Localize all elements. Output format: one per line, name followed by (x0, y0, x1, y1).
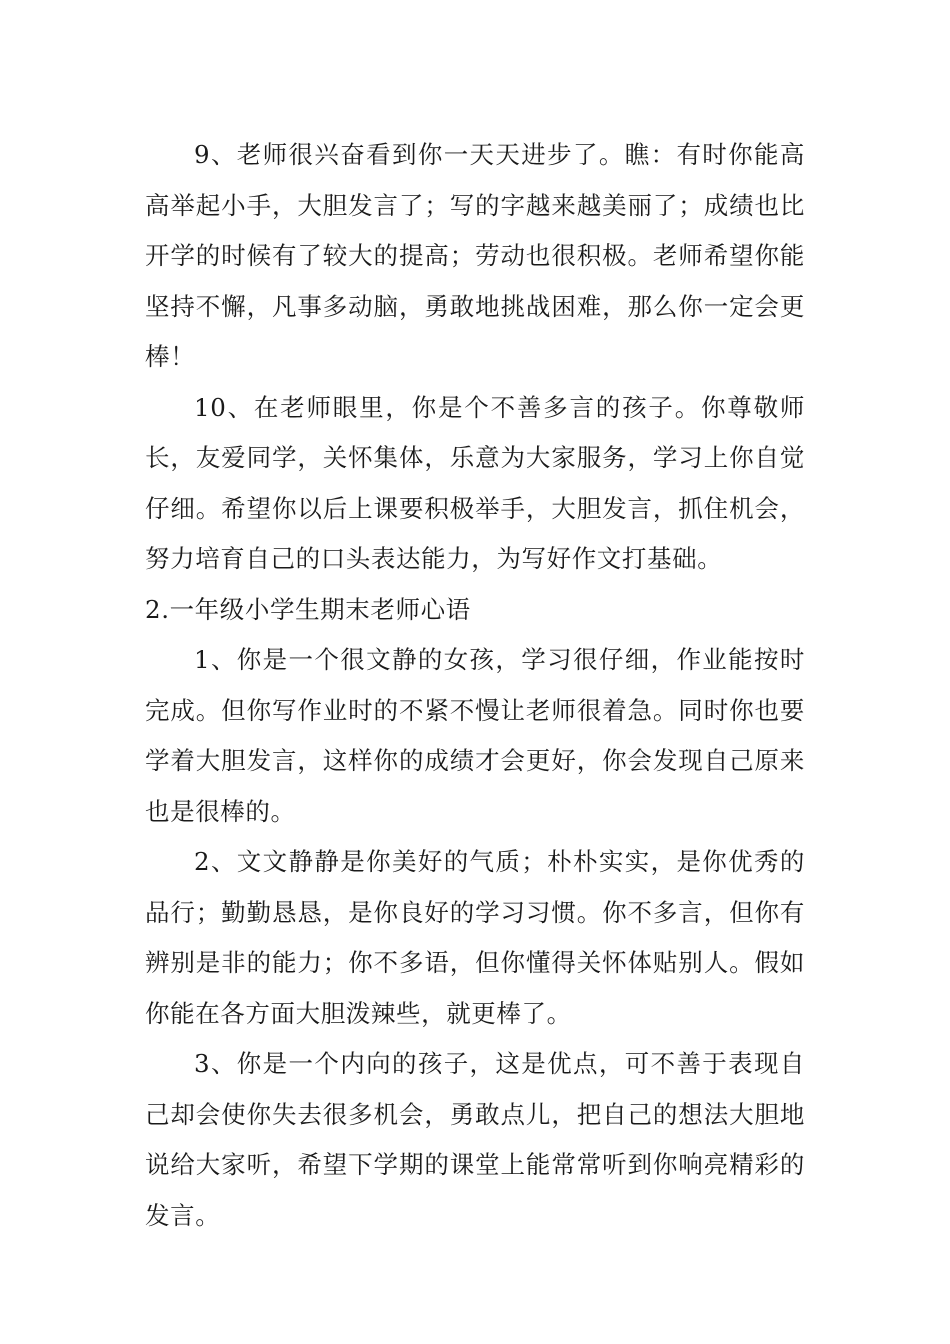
comment-paragraph-10: 10、在老师眼里，你是个不善多言的孩子。你尊敬师长，友爱同学，关怀集体，乐意为大家服务，学习上你自觉仔细。希望你以后上课要积极举手，大胆发言，抓住机会，努力培育自己的口头表达能力，为写好作文打基础。 (145, 392, 805, 573)
document-body (145, 130, 805, 1241)
comment-paragraph-1: 1、你是一个很文静的女孩，学习很仔细，作业能按时完成。但你写作业时的不紧不慢让老师很着急。同时你也要学着大胆发言，这样你的成绩才会更好，你会发现自己原来也是很棒的。 (145, 645, 805, 826)
section-heading: 2.一年级小学生期末老师心语 (145, 594, 471, 624)
comment-paragraph-3: 3、你是一个内向的孩子，这是优点，可不善于表现自己却会使你失去很多机会，勇敢点儿，把自己的想法大胆地说给大家听，希望下学期的课堂上能常常听到你响亮精彩的发言。 (145, 1049, 805, 1230)
comment-paragraph-9: 9、老师很兴奋看到你一天天进步了。瞧：有时你能高高举起小手，大胆发言了；写的字越来越美丽了；成绩也比开学的时候有了较大的提高；劳动也很积极。老师希望你能坚持不懈，凡事多动脑，勇敢地挑战困难，那么你一定会更棒！ (145, 140, 805, 371)
comment-paragraph-2: 2、文文静静是你美好的气质；朴朴实实，是你优秀的品行；勤勤恳恳，是你良好的学习习惯。你不多言，但你有辨别是非的能力；你不多语，但你懂得关怀体贴别人。假如你能在各方面大胆泼辣些，就更棒了。 (145, 847, 805, 1028)
